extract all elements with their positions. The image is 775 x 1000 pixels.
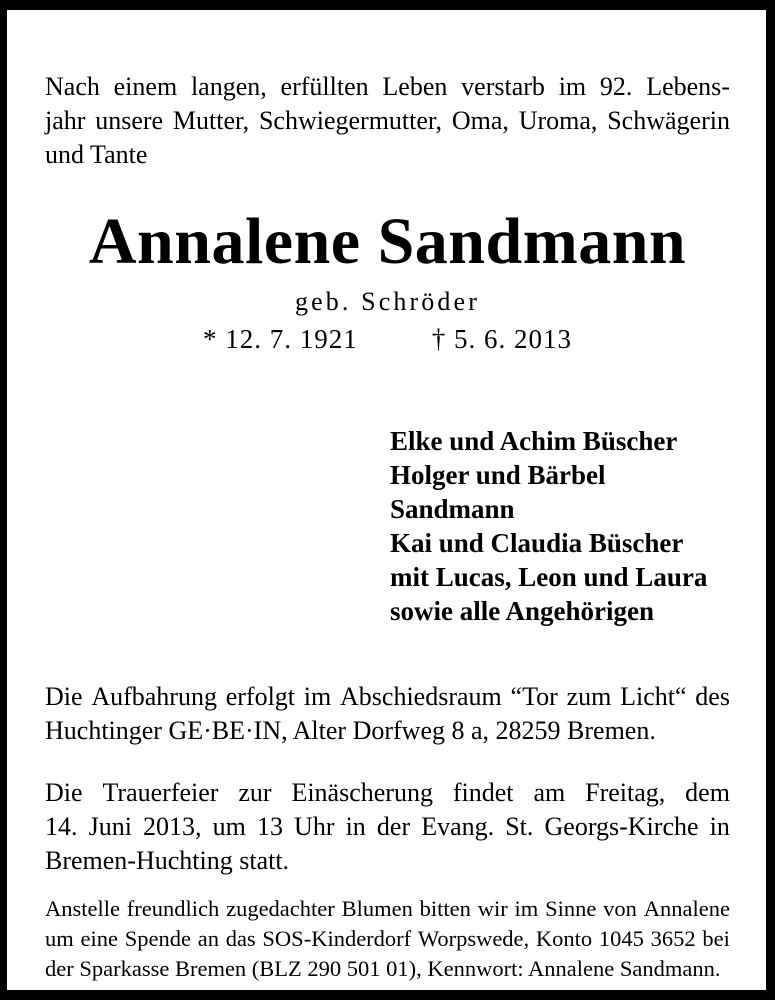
aufbahrung-last-line: Huchtinger GE·BE·IN, Alter Dorfweg 8 a, 28259 Bremen. <box>45 716 656 745</box>
mourner-line: mit Lucas, Leon und Laura <box>390 562 708 592</box>
aufbahrung-justified-lines <box>45 680 730 714</box>
justified-line: Anstelle freundlich zugedachter Blumen bitten wir im Sinne von Annalene <box>45 896 730 921</box>
mourner-line: Elke und Achim Büscher <box>390 426 678 456</box>
trauerfeier-paragraph <box>45 776 730 878</box>
trauerfeier-justified-lines <box>45 776 730 844</box>
aufbahrung-paragraph <box>45 680 730 748</box>
life-dates <box>45 322 730 356</box>
donation-paragraph <box>45 894 730 984</box>
death-date: † 5. 6. 2013 <box>431 324 572 354</box>
mourners-list <box>390 424 730 628</box>
obituary-content <box>7 10 766 990</box>
intro-paragraph <box>45 70 730 172</box>
intro-justified-lines <box>45 70 730 138</box>
maiden-name: geb. Schröder <box>295 287 480 316</box>
justified-line: Die Trauerfeier zur Einäscherung findet am Freitag, dem <box>45 778 730 807</box>
birth-date: * 12. 7. 1921 <box>203 324 358 354</box>
deceased-name: Annalene Sandmann <box>88 205 687 278</box>
justified-line: Die Aufbahrung erfolgt im Abschiedsraum “Tor zum Licht“ des <box>45 682 730 711</box>
justified-line: um eine Spende an das SOS-Kinderdorf Worpswede, Konto 1045 3652 bei <box>45 926 730 951</box>
intro-last-line: und Tante <box>45 140 148 169</box>
mourner-line: Holger und Bärbel Sandmann <box>390 460 606 524</box>
mourner-line: sowie alle Angehörigen <box>390 596 654 626</box>
donation-justified-lines <box>45 894 730 954</box>
trauerfeier-last-line: Bremen-Huchting statt. <box>45 846 290 875</box>
justified-line: Nach einem langen, erfüllten Leben verstarb im 92. Lebens- <box>45 72 730 101</box>
justified-line: 14. Juni 2013, um 13 Uhr in der Evang. St. Georgs-Kirche in <box>45 812 730 841</box>
donation-last-line: der Sparkasse Bremen (BLZ 290 501 01), Kennwort: Annalene Sandmann. <box>45 956 721 981</box>
justified-line: jahr unsere Mutter, Schwiegermutter, Oma, Uroma, Schwägerin <box>45 106 730 135</box>
mourner-line: Kai und Claudia Büscher <box>390 528 684 558</box>
